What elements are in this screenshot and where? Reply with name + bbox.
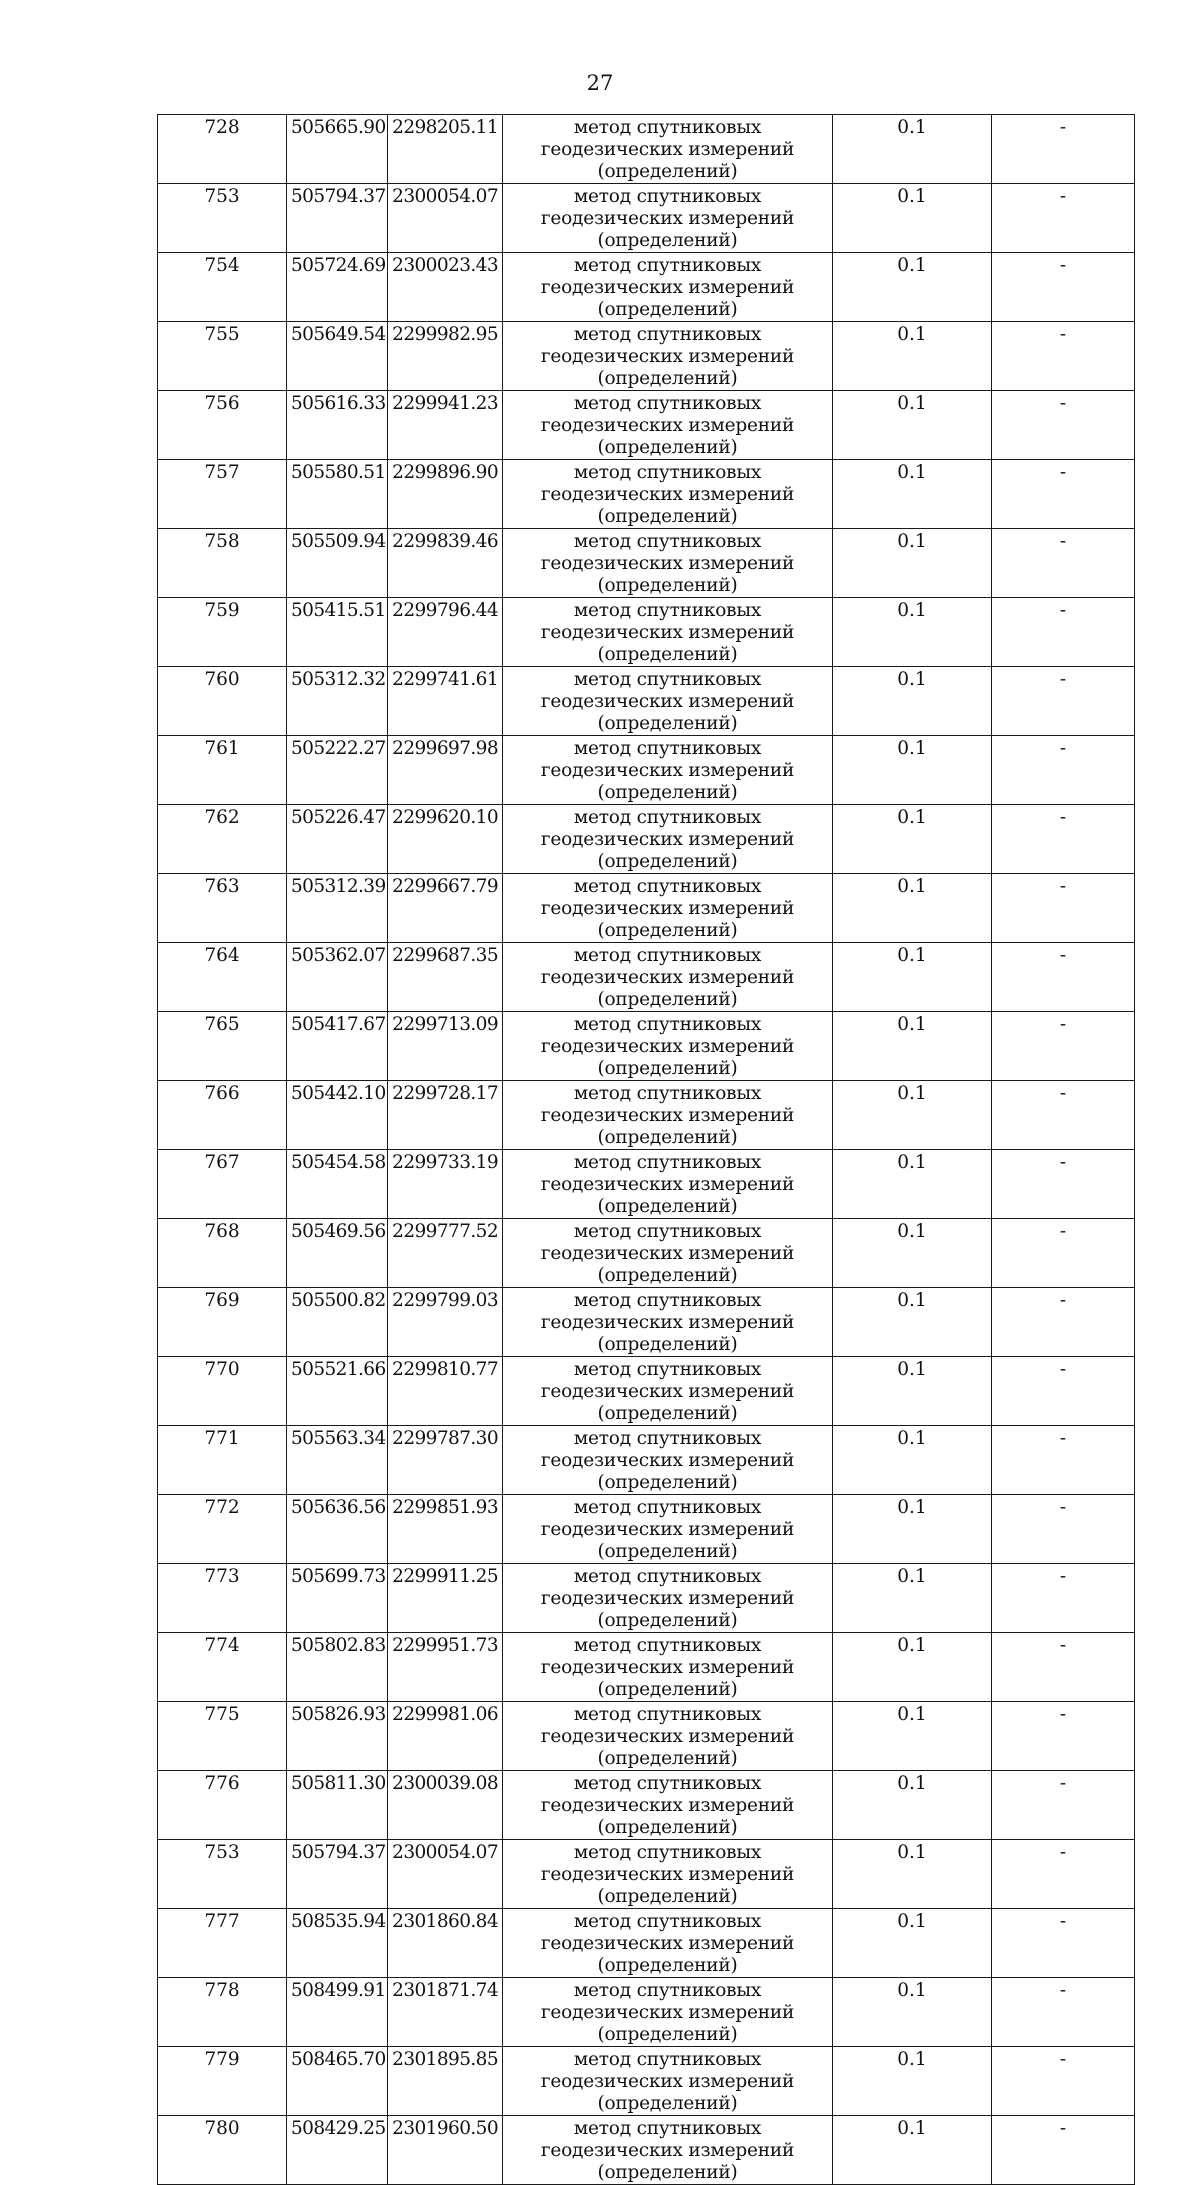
description-cell: - [992,1081,1135,1150]
accuracy-cell: 0.1 [833,2116,992,2185]
table-row [158,1081,1135,1150]
y-coordinate-cell: 2299896.90 [388,460,503,529]
y-coordinate-cell: 2300023.43 [388,253,503,322]
point-number-cell: 754 [158,253,287,322]
accuracy-cell: 0.1 [833,184,992,253]
accuracy-cell: 0.1 [833,598,992,667]
coordinates-table [157,114,1135,2185]
y-coordinate-cell: 2300054.07 [388,184,503,253]
point-number-cell: 766 [158,1081,287,1150]
description-cell: - [992,805,1135,874]
point-number-cell: 779 [158,2047,287,2116]
table-row [158,184,1135,253]
accuracy-cell: 0.1 [833,1564,992,1633]
table-row [158,1357,1135,1426]
method-cell: метод спутниковых геодезических измерений (определений) [503,1978,833,2047]
y-coordinate-cell: 2299713.09 [388,1012,503,1081]
accuracy-cell: 0.1 [833,1633,992,1702]
method-cell: метод спутниковых геодезических измерений (определений) [503,943,833,1012]
description-cell: - [992,1633,1135,1702]
point-number-cell: 772 [158,1495,287,1564]
description-cell: - [992,943,1135,1012]
description-cell: - [992,184,1135,253]
accuracy-cell: 0.1 [833,1840,992,1909]
point-number-cell: 780 [158,2116,287,2185]
y-coordinate-cell: 2299741.61 [388,667,503,736]
description-cell: - [992,115,1135,184]
accuracy-cell: 0.1 [833,391,992,460]
description-cell: - [992,529,1135,598]
coordinates-table-body [158,115,1135,2185]
method-cell: метод спутниковых геодезических измерений (определений) [503,529,833,598]
accuracy-cell: 0.1 [833,1357,992,1426]
table-row [158,322,1135,391]
table-row [158,1150,1135,1219]
table-row [158,736,1135,805]
x-coordinate-cell: 505417.67 [287,1012,388,1081]
accuracy-cell: 0.1 [833,460,992,529]
point-number-cell: 753 [158,1840,287,1909]
table-row [158,1426,1135,1495]
x-coordinate-cell: 505312.39 [287,874,388,943]
table-row [158,460,1135,529]
y-coordinate-cell: 2299667.79 [388,874,503,943]
y-coordinate-cell: 2299810.77 [388,1357,503,1426]
table-row [158,2047,1135,2116]
point-number-cell: 776 [158,1771,287,1840]
y-coordinate-cell: 2299733.19 [388,1150,503,1219]
y-coordinate-cell: 2299941.23 [388,391,503,460]
point-number-cell: 761 [158,736,287,805]
method-cell: метод спутниковых геодезических измерений (определений) [503,1909,833,1978]
x-coordinate-cell: 505724.69 [287,253,388,322]
description-cell: - [992,1702,1135,1771]
method-cell: метод спутниковых геодезических измерений (определений) [503,2116,833,2185]
method-cell: метод спутниковых геодезических измерений (определений) [503,1840,833,1909]
method-cell: метод спутниковых геодезических измерений (определений) [503,1288,833,1357]
table-row [158,874,1135,943]
point-number-cell: 756 [158,391,287,460]
x-coordinate-cell: 505665.90 [287,115,388,184]
point-number-cell: 762 [158,805,287,874]
description-cell: - [992,1219,1135,1288]
x-coordinate-cell: 505636.56 [287,1495,388,1564]
method-cell: метод спутниковых геодезических измерений (определений) [503,2047,833,2116]
x-coordinate-cell: 505699.73 [287,1564,388,1633]
point-number-cell: 769 [158,1288,287,1357]
description-cell: - [992,2047,1135,2116]
x-coordinate-cell: 505649.54 [287,322,388,391]
point-number-cell: 763 [158,874,287,943]
point-number-cell: 758 [158,529,287,598]
x-coordinate-cell: 505563.34 [287,1426,388,1495]
y-coordinate-cell: 2300039.08 [388,1771,503,1840]
accuracy-cell: 0.1 [833,322,992,391]
table-row [158,1702,1135,1771]
y-coordinate-cell: 2299796.44 [388,598,503,667]
accuracy-cell: 0.1 [833,1081,992,1150]
x-coordinate-cell: 505616.33 [287,391,388,460]
x-coordinate-cell: 505521.66 [287,1357,388,1426]
method-cell: метод спутниковых геодезических измерений (определений) [503,1702,833,1771]
accuracy-cell: 0.1 [833,1909,992,1978]
point-number-cell: 759 [158,598,287,667]
table-row [158,253,1135,322]
y-coordinate-cell: 2299839.46 [388,529,503,598]
method-cell: метод спутниковых геодезических измерений (определений) [503,1771,833,1840]
description-cell: - [992,598,1135,667]
x-coordinate-cell: 508429.25 [287,2116,388,2185]
method-cell: метод спутниковых геодезических измерений (определений) [503,1150,833,1219]
point-number-cell: 771 [158,1426,287,1495]
x-coordinate-cell: 508465.70 [287,2047,388,2116]
x-coordinate-cell: 505469.56 [287,1219,388,1288]
method-cell: метод спутниковых геодезических измерений (определений) [503,253,833,322]
method-cell: метод спутниковых геодезических измерений (определений) [503,874,833,943]
description-cell: - [992,1150,1135,1219]
y-coordinate-cell: 2299911.25 [388,1564,503,1633]
point-number-cell: 757 [158,460,287,529]
description-cell: - [992,1564,1135,1633]
point-number-cell: 778 [158,1978,287,2047]
y-coordinate-cell: 2301895.85 [388,2047,503,2116]
table-row [158,529,1135,598]
x-coordinate-cell: 505580.51 [287,460,388,529]
accuracy-cell: 0.1 [833,2047,992,2116]
x-coordinate-cell: 508499.91 [287,1978,388,2047]
point-number-cell: 728 [158,115,287,184]
x-coordinate-cell: 505826.93 [287,1702,388,1771]
accuracy-cell: 0.1 [833,253,992,322]
point-number-cell: 760 [158,667,287,736]
x-coordinate-cell: 505802.83 [287,1633,388,1702]
accuracy-cell: 0.1 [833,1771,992,1840]
x-coordinate-cell: 505442.10 [287,1081,388,1150]
accuracy-cell: 0.1 [833,1702,992,1771]
description-cell: - [992,1909,1135,1978]
y-coordinate-cell: 2299728.17 [388,1081,503,1150]
method-cell: метод спутниковых геодезических измерений (определений) [503,1564,833,1633]
x-coordinate-cell: 508535.94 [287,1909,388,1978]
y-coordinate-cell: 2301860.84 [388,1909,503,1978]
description-cell: - [992,1357,1135,1426]
accuracy-cell: 0.1 [833,1495,992,1564]
y-coordinate-cell: 2300054.07 [388,1840,503,1909]
accuracy-cell: 0.1 [833,943,992,1012]
table-row [158,667,1135,736]
description-cell: - [992,736,1135,805]
point-number-cell: 777 [158,1909,287,1978]
description-cell: - [992,391,1135,460]
table-row [158,1633,1135,1702]
y-coordinate-cell: 2299981.06 [388,1702,503,1771]
y-coordinate-cell: 2299787.30 [388,1426,503,1495]
table-row [158,2116,1135,2185]
y-coordinate-cell: 2301871.74 [388,1978,503,2047]
point-number-cell: 773 [158,1564,287,1633]
x-coordinate-cell: 505362.07 [287,943,388,1012]
description-cell: - [992,1840,1135,1909]
y-coordinate-cell: 2299799.03 [388,1288,503,1357]
method-cell: метод спутниковых геодезических измерений (определений) [503,667,833,736]
point-number-cell: 765 [158,1012,287,1081]
accuracy-cell: 0.1 [833,529,992,598]
method-cell: метод спутниковых геодезических измерений (определений) [503,184,833,253]
method-cell: метод спутниковых геодезических измерений (определений) [503,598,833,667]
description-cell: - [992,253,1135,322]
y-coordinate-cell: 2299982.95 [388,322,503,391]
table-row [158,805,1135,874]
description-cell: - [992,1012,1135,1081]
description-cell: - [992,460,1135,529]
description-cell: - [992,2116,1135,2185]
method-cell: метод спутниковых геодезических измерений (определений) [503,1357,833,1426]
accuracy-cell: 0.1 [833,1012,992,1081]
accuracy-cell: 0.1 [833,667,992,736]
method-cell: метод спутниковых геодезических измерений (определений) [503,805,833,874]
table-row [158,1771,1135,1840]
point-number-cell: 755 [158,322,287,391]
description-cell: - [992,1771,1135,1840]
point-number-cell: 764 [158,943,287,1012]
description-cell: - [992,1978,1135,2047]
point-number-cell: 768 [158,1219,287,1288]
accuracy-cell: 0.1 [833,115,992,184]
point-number-cell: 770 [158,1357,287,1426]
x-coordinate-cell: 505794.37 [287,1840,388,1909]
table-row [158,1219,1135,1288]
method-cell: метод спутниковых геодезических измерений (определений) [503,391,833,460]
method-cell: метод спутниковых геодезических измерений (определений) [503,1081,833,1150]
accuracy-cell: 0.1 [833,1150,992,1219]
method-cell: метод спутниковых геодезических измерений (определений) [503,1495,833,1564]
description-cell: - [992,667,1135,736]
table-row [158,1840,1135,1909]
x-coordinate-cell: 505811.30 [287,1771,388,1840]
y-coordinate-cell: 2298205.11 [388,115,503,184]
page-number: 27 [586,71,614,95]
table-row [158,115,1135,184]
y-coordinate-cell: 2299620.10 [388,805,503,874]
method-cell: метод спутниковых геодезических измерений (определений) [503,322,833,391]
method-cell: метод спутниковых геодезических измерений (определений) [503,736,833,805]
table-row [158,598,1135,667]
description-cell: - [992,1495,1135,1564]
y-coordinate-cell: 2301960.50 [388,2116,503,2185]
method-cell: метод спутниковых геодезических измерений (определений) [503,115,833,184]
table-row [158,391,1135,460]
table-row [158,1012,1135,1081]
table-row [158,1978,1135,2047]
y-coordinate-cell: 2299697.98 [388,736,503,805]
method-cell: метод спутниковых геодезических измерений (определений) [503,1426,833,1495]
y-coordinate-cell: 2299687.35 [388,943,503,1012]
table-row [158,1495,1135,1564]
accuracy-cell: 0.1 [833,1978,992,2047]
accuracy-cell: 0.1 [833,805,992,874]
accuracy-cell: 0.1 [833,1288,992,1357]
description-cell: - [992,874,1135,943]
table-row [158,1288,1135,1357]
table-row [158,1564,1135,1633]
x-coordinate-cell: 505509.94 [287,529,388,598]
description-cell: - [992,1426,1135,1495]
x-coordinate-cell: 505226.47 [287,805,388,874]
y-coordinate-cell: 2299951.73 [388,1633,503,1702]
x-coordinate-cell: 505415.51 [287,598,388,667]
x-coordinate-cell: 505312.32 [287,667,388,736]
table-row [158,943,1135,1012]
accuracy-cell: 0.1 [833,1219,992,1288]
description-cell: - [992,322,1135,391]
accuracy-cell: 0.1 [833,1426,992,1495]
point-number-cell: 767 [158,1150,287,1219]
point-number-cell: 775 [158,1702,287,1771]
accuracy-cell: 0.1 [833,736,992,805]
x-coordinate-cell: 505222.27 [287,736,388,805]
description-cell: - [992,1288,1135,1357]
y-coordinate-cell: 2299851.93 [388,1495,503,1564]
x-coordinate-cell: 505794.37 [287,184,388,253]
method-cell: метод спутниковых геодезических измерений (определений) [503,1633,833,1702]
x-coordinate-cell: 505454.58 [287,1150,388,1219]
accuracy-cell: 0.1 [833,874,992,943]
y-coordinate-cell: 2299777.52 [388,1219,503,1288]
point-number-cell: 753 [158,184,287,253]
table-row [158,1909,1135,1978]
x-coordinate-cell: 505500.82 [287,1288,388,1357]
method-cell: метод спутниковых геодезических измерений (определений) [503,1012,833,1081]
method-cell: метод спутниковых геодезических измерений (определений) [503,460,833,529]
method-cell: метод спутниковых геодезических измерений (определений) [503,1219,833,1288]
point-number-cell: 774 [158,1633,287,1702]
